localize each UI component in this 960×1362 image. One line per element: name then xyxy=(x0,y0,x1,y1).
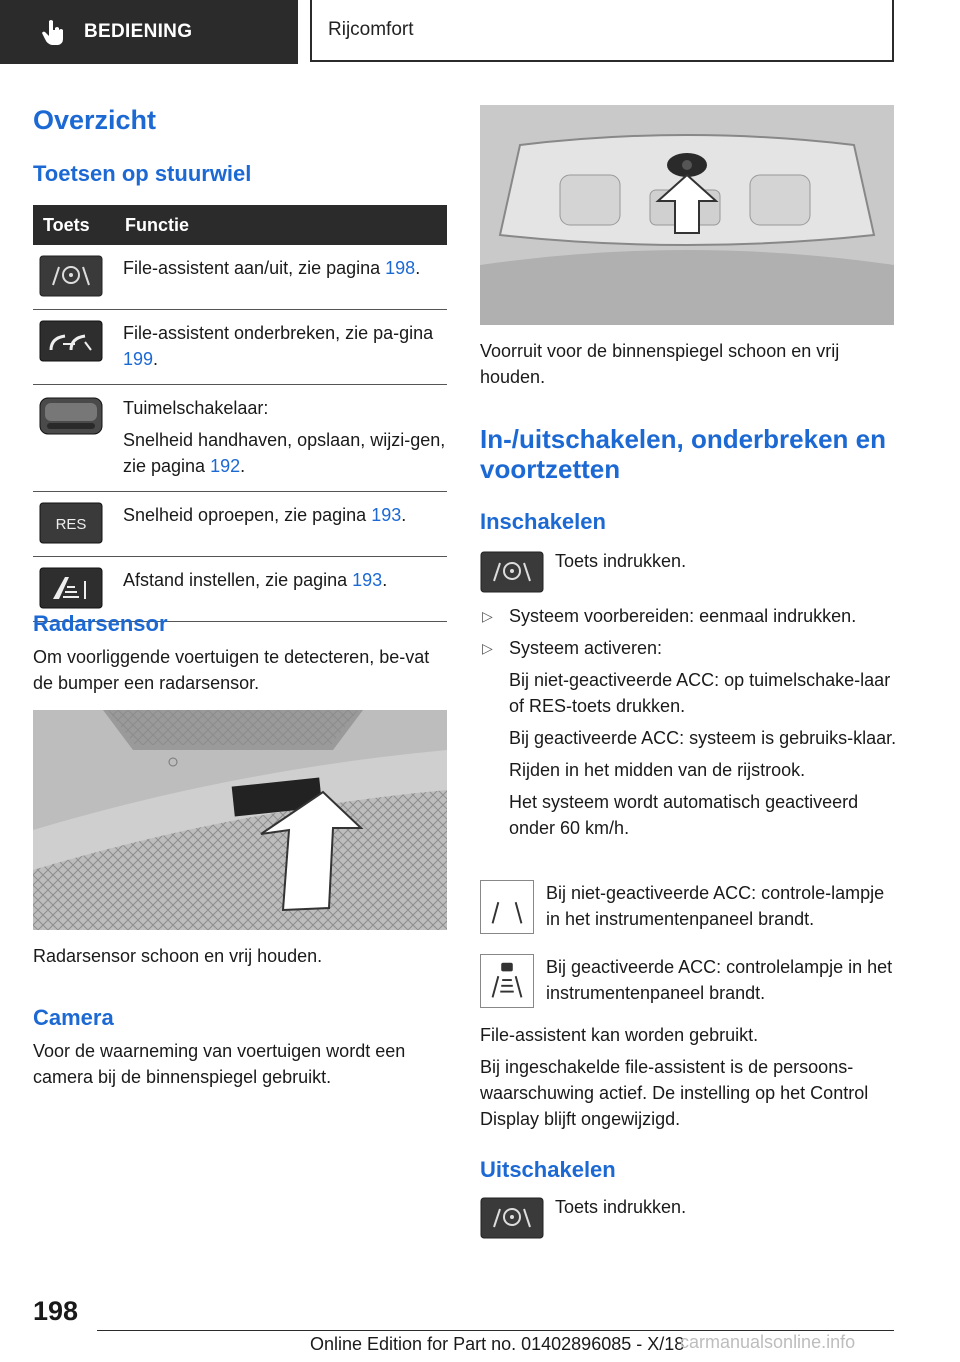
indicator-description: Bij geactiveerde ACC: controlelampje in het instrumentenpaneel brandt. xyxy=(546,957,893,1003)
switch-off-instruction: Toets indrukken. xyxy=(555,1197,687,1217)
table-row xyxy=(33,245,447,310)
subheading-switch-on: Inschakelen xyxy=(480,509,606,534)
page-link[interactable]: 193 xyxy=(371,505,402,525)
radar-caption: Radarsensor schoon en vrij houden. xyxy=(33,946,323,966)
keys-table xyxy=(33,205,447,622)
page-link[interactable]: 199 xyxy=(123,349,154,369)
res-button-icon xyxy=(39,502,103,544)
page-link[interactable]: 193 xyxy=(352,570,383,590)
key-function-text: File-assistent onderbreken, zie pa-gina 199. xyxy=(123,323,434,369)
section-heading-camera: Camera xyxy=(33,1005,114,1030)
section-heading-radar: Radarsensor xyxy=(33,611,168,636)
list-sub-item: Het systeem wordt automatisch geactiveerd onder 60 km/h. xyxy=(509,792,859,838)
chapter-title: Rijcomfort xyxy=(328,19,414,40)
paragraph: Bij ingeschakelde file-assistent is de persoons-waarschuwing actief. De instelling op het Control Display blijft ongewijzigd. xyxy=(480,1057,869,1129)
key-function-text: Snelheid handhaven, opslaan, wijzi-gen, zie pagina 192. xyxy=(123,430,446,476)
section-tab xyxy=(0,0,298,64)
res-label: RES xyxy=(55,516,87,533)
activation-steps-list xyxy=(480,603,900,847)
indicator-description: Bij niet-geactiveerde ACC: controle-lampje in het instrumentenpaneel brandt. xyxy=(546,883,885,929)
radar-description: Om voorliggende voertuigen te detecteren, be-vat de bumper een radarsensor. xyxy=(33,647,430,693)
page-number: 198 xyxy=(33,1296,79,1326)
lane-interrupt-button-icon xyxy=(39,320,103,362)
section-title: BEDIENING xyxy=(84,21,193,42)
watermark-text: carmanualsonline.info xyxy=(680,1332,856,1352)
column-header-function: Functie xyxy=(115,205,447,245)
column-header-key: Toets xyxy=(33,205,115,245)
lane-lines-indicator-icon xyxy=(480,880,534,934)
acc-lane-indicator-icon xyxy=(480,954,534,1008)
list-sub-item: Rijden in het midden van de rijstrook. xyxy=(509,760,806,780)
distance-button-icon xyxy=(39,567,103,609)
indicator-row xyxy=(480,954,900,1008)
section-title-switching: In-/uitschakelen, onderbreken en voortzetten xyxy=(480,424,886,484)
chapter-header xyxy=(310,0,894,62)
triangle-bullet-icon: ▷ xyxy=(482,640,493,656)
section-heading-steering-keys: Toetsen op stuurwiel xyxy=(33,161,252,186)
list-sub-item: Bij geactiveerde ACC: systeem is gebruiks-klaar. xyxy=(509,728,897,748)
subheading-switch-off: Uitschakelen xyxy=(480,1157,616,1182)
rocker-switch-icon xyxy=(39,395,103,437)
table-row xyxy=(33,310,447,385)
table-row xyxy=(33,492,447,557)
key-function-text: Snelheid oproepen, zie pagina 193. xyxy=(123,505,407,525)
lane-steering-button-icon xyxy=(480,551,544,593)
indicator-row xyxy=(480,880,900,934)
page-title: Overzicht xyxy=(33,105,157,135)
list-item: ▷ Systeem voorbereiden: eenmaal indrukken. xyxy=(480,603,900,629)
key-function-text: Tuimelschakelaar: xyxy=(123,398,269,418)
switch-on-instruction: Toets indrukken. xyxy=(555,551,687,571)
key-function-text: File-assistent aan/uit, zie pagina 198. xyxy=(123,258,421,278)
page-link[interactable]: 192 xyxy=(210,456,241,476)
table-row xyxy=(33,385,447,492)
windshield-caption: Voorruit voor de binnenspiegel schoon en vrij houden. xyxy=(480,341,840,387)
key-function-text: Afstand instellen, zie pagina 193. xyxy=(123,570,388,590)
pointing-hand-icon xyxy=(38,17,68,47)
page-link[interactable]: 198 xyxy=(385,258,416,278)
radar-sensor-photo xyxy=(33,710,447,930)
windshield-camera-photo xyxy=(480,105,894,325)
list-item: ▷ Systeem activeren: Bij niet-geactiveerde ACC: op tuimelschake-laar of RES-toets drukken. Bij geactiveerde ACC: systeem is gebruiks-klaar. Rijden in het midden van de rijstrook. Het systeem wordt automatisch geactiveerd onder 60 km/h. xyxy=(480,635,900,841)
table-header-row xyxy=(33,205,447,245)
paragraph: File-assistent kan worden gebruikt. xyxy=(480,1025,759,1045)
camera-description: Voor de waarneming van voertuigen wordt een camera bij de binnenspiegel gebruikt. xyxy=(33,1041,406,1087)
edition-note: Online Edition for Part no. 01402896085 - X/18 xyxy=(310,1334,685,1354)
lane-steering-button-icon xyxy=(39,255,103,297)
triangle-bullet-icon: ▷ xyxy=(482,608,493,624)
footer-divider xyxy=(97,1330,894,1331)
lane-steering-button-icon xyxy=(480,1197,544,1239)
list-sub-item: Bij niet-geactiveerde ACC: op tuimelschake-laar of RES-toets drukken. xyxy=(509,670,891,716)
